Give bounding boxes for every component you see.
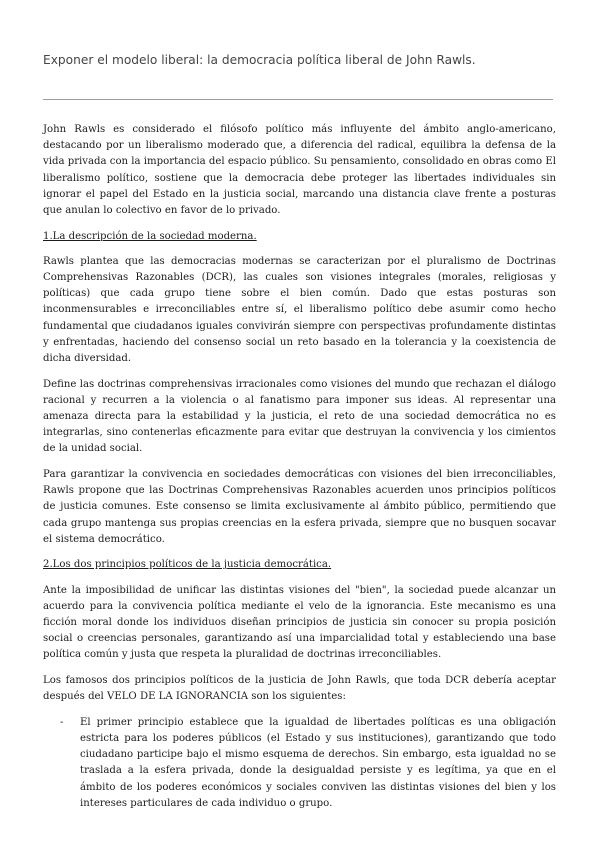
document-body <box>43 122 556 812</box>
section-2-paragraph-2: Los famosos dos principios políticos de la justicia de John Rawls, que toda DCR debería aceptar después del VELO DE LA IGNORANCIA son los siguientes: <box>43 675 556 703</box>
section-1-paragraph-1: Rawls plantea que las democracias modernas se caracterizan por el pluralismo de Doctrinas Comprehensivas Razonables (DCR), las cuales son visiones integrales (morales, religiosas y políticas) que cada grupo tiene sobre el bien común. Dado que estas posturas son inconmensurables e irreconciliables entre sí, el liberalismo político debe asumir como hecho fundamental que ciudadanos iguales convivirán siempre con perspectivas profundamente distintas y enfrentadas, haciendo del consenso social un reto basado en la tolerancia y la coexistencia de dicha diversidad. <box>43 255 556 365</box>
section-heading-2 <box>43 557 556 573</box>
intro-paragraph: John Rawls es considerado el filósofo político más influyente del ámbito anglo-americano, destacando por un liberalismo moderado que, a diferencia del radical, equilibra la defensa de la vida privada con la importancia del espacio público. Su pensamiento, consolidado en obras como El liberalismo político, sostiene que la democracia debe proteger las libertades individuales sin ignorar el papel del Estado en la justicia social, marcando una distancia clave frente a posturas que anulan lo colectivo en favor de lo privado. <box>43 124 556 217</box>
section-1-paragraph-3: Para garantizar la convivencia en sociedades democráticas con visiones del bien irreconciliables, Rawls propone que las Doctrinas Comprehensivas Razonables acuerden unos principios políticos de justicia comunes. Este consenso se limita exclusivamente al ámbito público, permitiendo que cada grupo mantenga sus propias creencias en la esfera privada, siempre que no busquen socavar el sistema democrático. <box>43 469 556 545</box>
list-item-text: El primer principio establece que la igualdad de libertades políticas es una obligación estricta para los poderes públicos (el Estado y sus instituciones), garantizando que todo ciudadano participe bajo el mismo esquema de derechos. Sin embargo, esta igualdad no se traslada a la esfera privada, donde la desigualdad persiste y es legítima, ya que en el ámbito de los poderes económicos y sociales conviven las distintas visiones del bien y los intereses particulares de cada individuo o grupo. <box>80 716 556 809</box>
title-divider <box>43 99 553 100</box>
section-2-paragraph-1: Ante la imposibilidad de unificar las distintas visiones del "bien", la sociedad puede alcanzar un acuerdo para la convivencia política mediante el velo de la ignorancia. Este mecanismo es una ficción moral donde los individuos diseñan principios de justicia sin conocer su propia posición social o creencias personales, garantizando así una imparcialidad total y estableciendo una base política común y justa que respeta la pluralidad de doctrinas irreconciliables. <box>43 584 556 661</box>
list-bullet-marker: - <box>60 716 64 728</box>
section-heading-1-text: 1.La descripción de la sociedad moderna. <box>43 230 257 242</box>
section-heading-2-text: 2.Los dos principios políticos de la justicia democrática. <box>43 559 332 571</box>
section-1-paragraph-2: Define las doctrinas comprehensivas irracionales como visiones del mundo que rechazan el diálogo racional y recurren a la violencia o al fanatismo para imponer sus ideas. Al representar una amenaza directa para la estabilidad y la justicia, el reto de una sociedad democrática no es integrarlas, sino contenerlas eficazmente para evitar que destruyan la convivencia y los cimientos de la unidad social. <box>43 378 556 455</box>
list-item <box>43 715 556 812</box>
principles-list <box>43 715 556 812</box>
section-heading-1 <box>43 229 556 245</box>
document-title: Exponer el modelo liberal: la democracia política liberal de John Rawls. <box>43 53 476 67</box>
